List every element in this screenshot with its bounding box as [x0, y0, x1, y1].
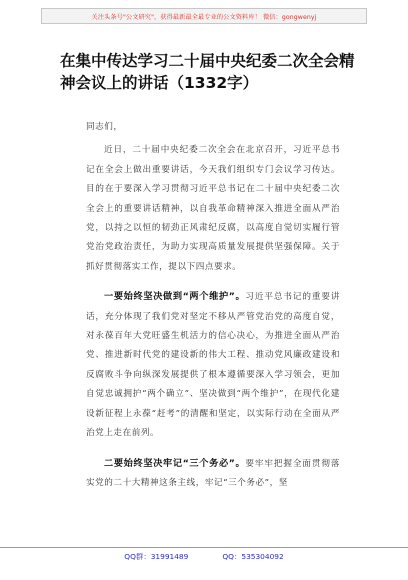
- paragraph-point-1: [86, 287, 340, 443]
- footer-qq-contact: QQ：535304092: [222, 552, 284, 561]
- paragraph-point-2: [86, 454, 340, 494]
- paragraph-text: 习近平总书记的重要讲话，充分体现了我们党对坚定不移从严管党治党的高度自觉，对永葆百年大党旺盛生机活力的信心决心，为推进全面从严治党、推进新时代党的建设新的伟大工程、推动党风廉政建设和反腐败斗争向纵深发展提供了根本遵循要深入学习领会，更加自觉忠诚拥护“两个确立”、坚决做到“两个维护”，在现代化建设新征程上永葆“赶考”的清醒和坚定，以实际行动在全面从严治党上走在前列。: [86, 292, 340, 439]
- paragraph-lead: 一要始终坚决做到“两个维护”。: [104, 291, 246, 303]
- document-body: [86, 118, 340, 493]
- paragraph-intro: [86, 141, 340, 277]
- footer-divider: [0, 547, 408, 548]
- footer-qq-group: QQ群：31991489: [124, 552, 189, 561]
- paragraph-lead: 二要始终坚决牢记“三个务必”。: [104, 457, 246, 469]
- header-banner: [41, 8, 367, 24]
- header-banner-text: 关注头条号"公文研究"，获得最新最全最专业的公文资料库！ 微信：gongwenyj: [91, 13, 317, 21]
- paragraph-text: 要牢牢把握全面贯彻落实党的二十大精神这条主线，牢记“三个务必”，坚: [86, 458, 340, 488]
- paragraph-text: 近日，二十届中央纪委二次全会在北京召开，习近平总书记在全会上做出重要讲话，今天我们组织专门会议学习传达。目的在于要深入学习贯彻习近平总书记在二十届中央纪委二次全会上的重要讲话精神，以自我革命精神深入推进全面从严治党，以持之以恒的韧劲正风肃纪反腐，以高度自觉切实履行管党治党政治责任，为助力实现高质量发展提供坚强保障。关于抓好贯彻落实工作，提以下四点要求。: [86, 145, 340, 272]
- document-title: 在集中传达学习二十届中央纪委二次全会精神会议上的讲话（1332字）: [60, 52, 355, 92]
- footer: [0, 551, 408, 562]
- salutation: 同志们，: [86, 122, 123, 132]
